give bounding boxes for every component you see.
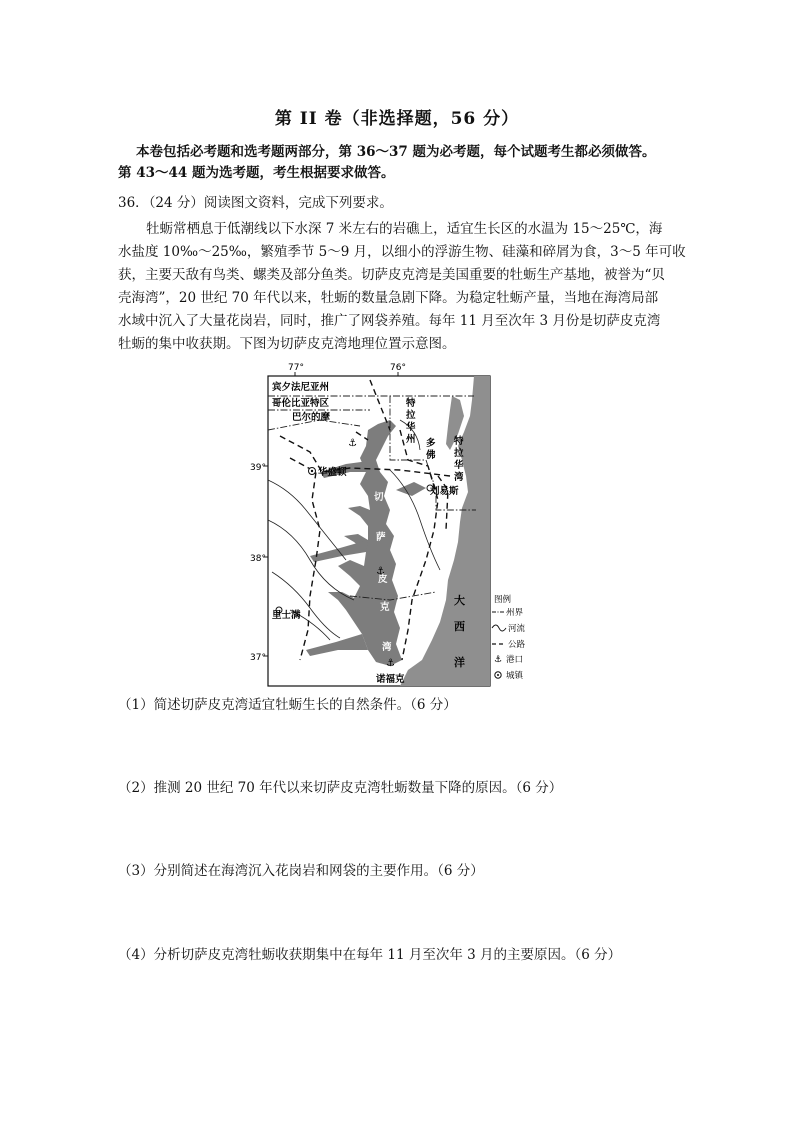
port-icon: ⚓ [376, 566, 385, 577]
question-material [118, 218, 688, 356]
label-delaware-bay-vertical: 特拉华湾 [454, 436, 464, 483]
material-line: 壳海湾”，20 世纪 70 年代以来，牡蛎的数量急剧下降。为稳定牡蛎产量，当地在海湾局部 [118, 290, 659, 306]
material-line: 获，主要天敌有鸟类、螺类及部分鱼类。切萨皮克湾是美国重要的牡蛎生产基地，被誉为“贝 [118, 267, 665, 283]
subquestion-2: （2）推测 20 世纪 70 年代以来切萨皮克湾牡蛎数量下降的原因。（6 分） [118, 780, 563, 796]
legend-title: 图例 [494, 595, 512, 605]
legend-town-symbol-dot [497, 674, 499, 676]
legend-item-state: 州界 [506, 608, 524, 618]
question-number: 36． [118, 195, 149, 211]
question-header [118, 191, 393, 211]
legend-item-highway: 公路 [508, 640, 526, 650]
material-line: 牡蛎的集中收获期。下图为切萨皮克湾地理位置示意图。 [118, 336, 456, 352]
legend-item-town: 城镇 [506, 671, 524, 681]
legend-item-port: 港口 [506, 655, 524, 665]
legend-item-river: 河流 [508, 624, 526, 634]
label-baltimore: 巴尔的摩 [292, 412, 331, 423]
label-norfolk: 诺福克 [376, 674, 405, 685]
label-atlantic-vertical: 大西洋 [454, 594, 465, 669]
map-legend [492, 594, 526, 681]
subquestion-3: （3）分别简述在海湾沉入花岗岩和网袋的主要作用。（6 分） [118, 863, 484, 879]
legend-river-symbol [492, 625, 506, 631]
port-icon: ⚓ [386, 658, 395, 669]
legend-port-icon: ⚓ [494, 655, 503, 665]
label-washington: 华盛顿 [318, 467, 347, 478]
label-lewes: 刘易斯 [430, 486, 459, 497]
lon-label-77: 77° [288, 363, 304, 373]
label-richmond: 里士满 [272, 610, 301, 621]
label-pennsylvania: 宾夕法尼亚州 [272, 382, 330, 393]
lon-label-76: 76° [390, 363, 406, 373]
port-icon: ⚓ [348, 438, 357, 449]
lat-label-38: 38° [250, 554, 266, 564]
lat-label-39: 39° [250, 463, 266, 473]
label-delaware-vertical: 特拉华州 [406, 398, 416, 445]
material-line: 水盐度 10‰～25‰，繁殖季节 5～9 月，以细小的浮游生物、硅藻和碎屑为食，3～5 年可收 [118, 244, 686, 260]
section-title: 第 II 卷（非选择题，56 分） [274, 109, 520, 129]
intro-line-2: 第 43～44 题为选考题，考生根据要求做答。 [118, 165, 395, 181]
label-dc: 哥伦比亚特区 [272, 398, 330, 409]
subquestion-1: （1）简述切萨皮克湾适宜牡蛎生长的自然条件。（6 分） [118, 697, 457, 713]
washington-marker-dot [311, 470, 313, 472]
chesapeake-bay-map [250, 360, 526, 690]
label-bay-vertical: 切萨皮克湾 [374, 492, 392, 653]
label-dover-vertical: 多佛 [426, 438, 436, 461]
intro-line-1: 本卷包括必考题和选考题两部分，第 36～37 题为必考题，每个试题考生都必须做答。 [136, 144, 656, 160]
lat-label-37: 37° [250, 653, 266, 663]
material-line: 水域中沉入了大量花岗岩，同时，推广了网袋养殖。每年 11 月至次年 3 月份是切萨皮克湾 [118, 313, 661, 329]
question-header-text: （24 分）阅读图文资料，完成下列要求。 [148, 195, 393, 211]
material-line: 牡蛎常栖息于低潮线以下水深 7 米左右的岩礁上，适宜生长区的水温为 15～25℃，海 [146, 221, 663, 237]
subquestion-4: （4）分析切萨皮克湾牡蛎收获期集中在每年 11 月至次年 3 月的主要原因。（6 分） [118, 947, 622, 963]
